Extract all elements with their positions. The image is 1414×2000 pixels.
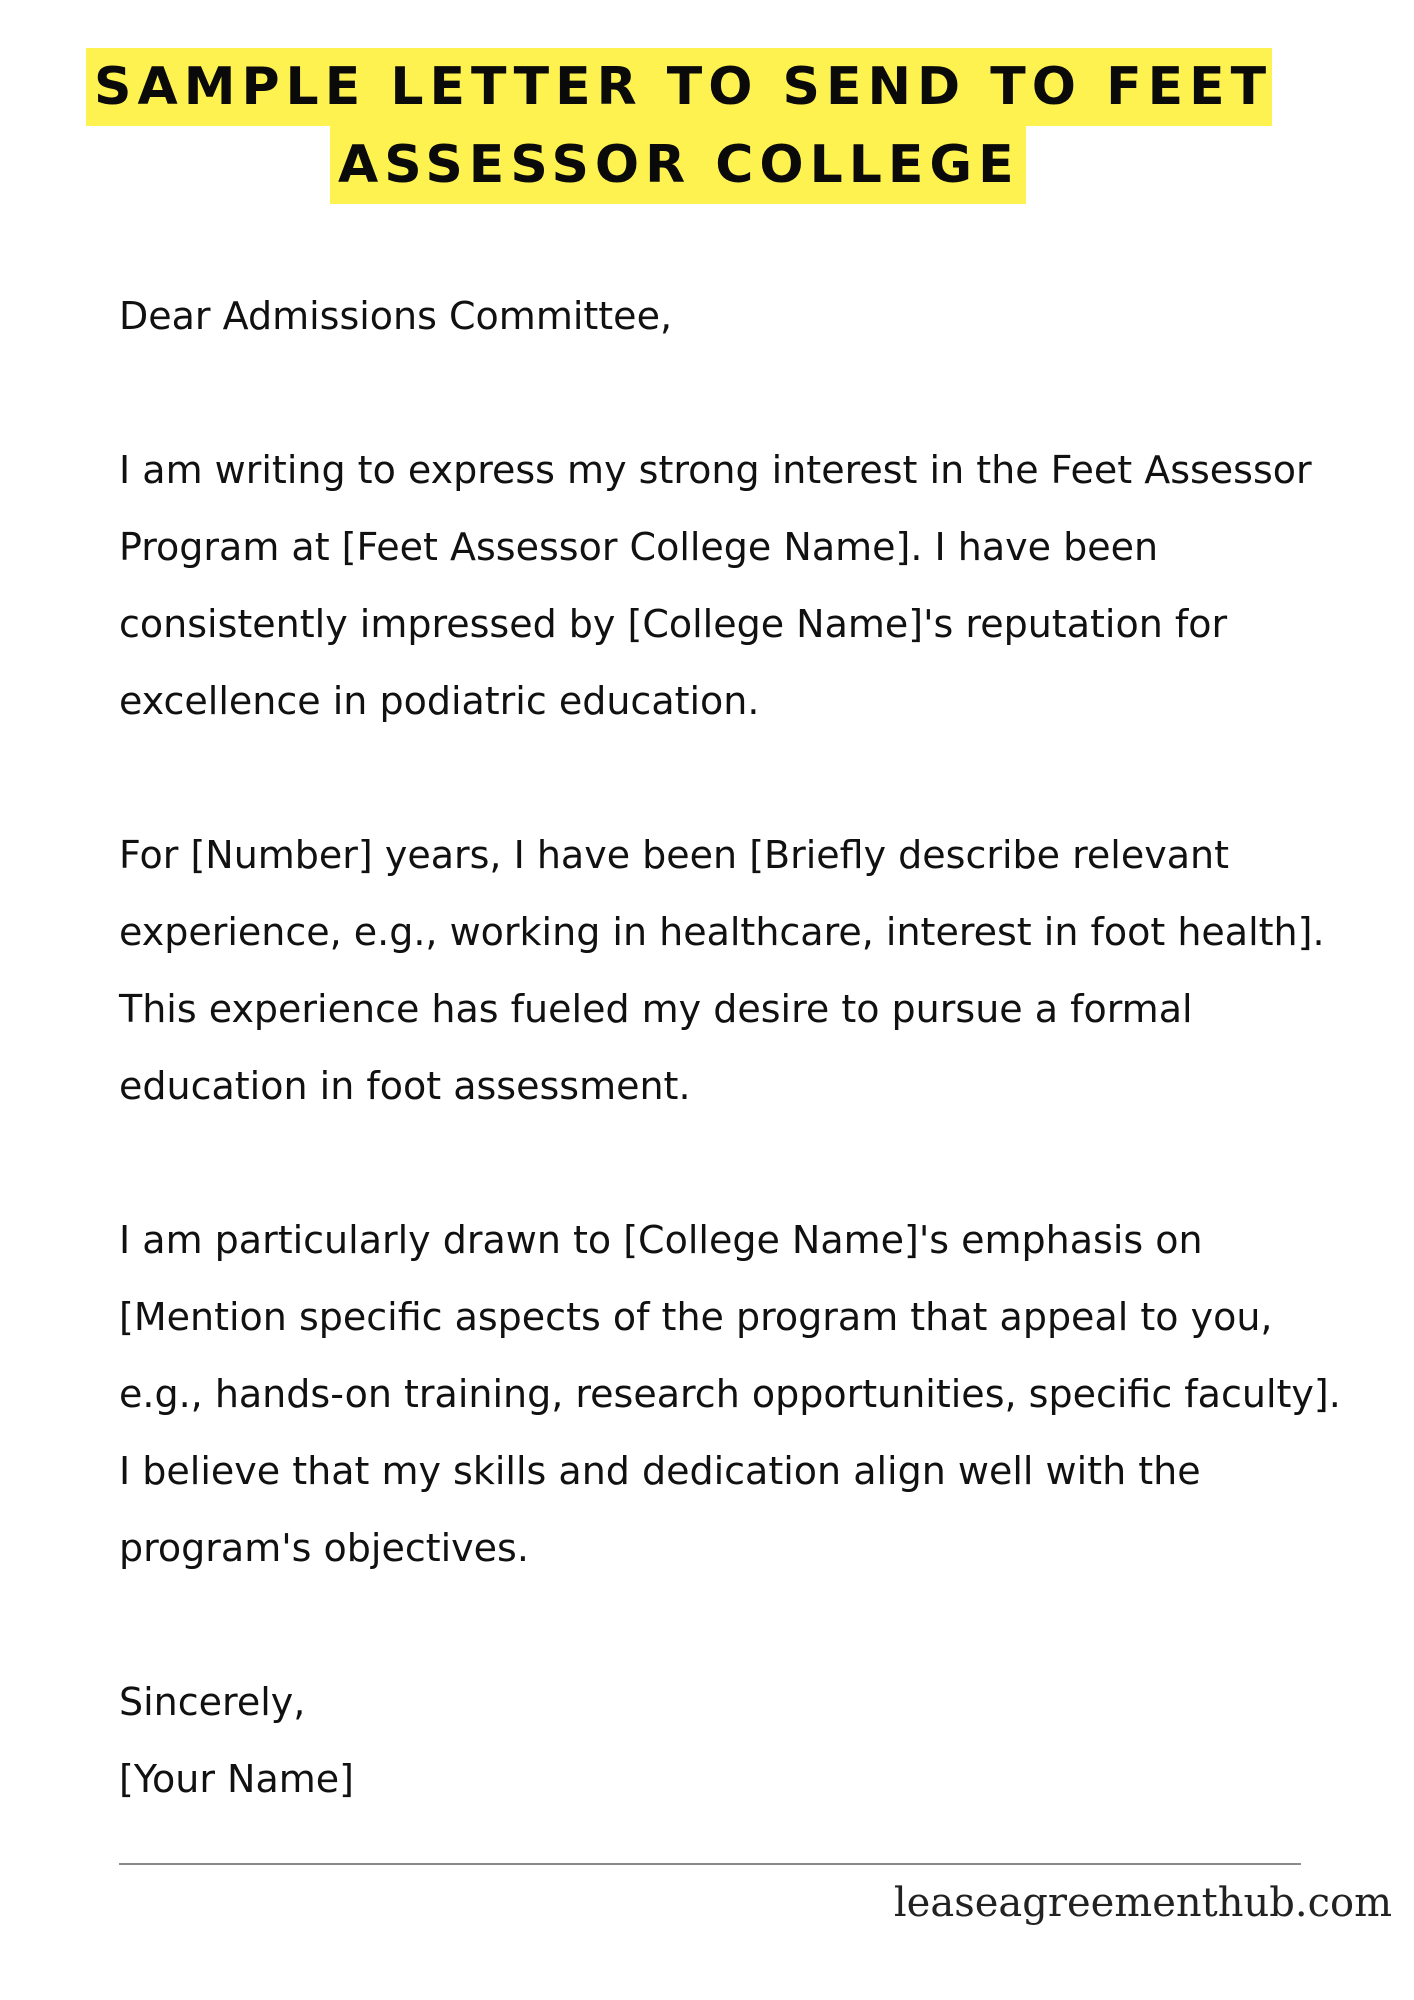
- signature-block: [119, 1664, 1349, 1818]
- closing: Sincerely,: [119, 1680, 306, 1724]
- paragraph-2: For [Number] years, I have been [Briefly describe relevant experience, e.g., working in healthcare, interest in foot health]. This experience has fueled my desire to pursue a formal education in foot assessment.: [119, 833, 1325, 1108]
- footer-divider: [119, 1863, 1301, 1865]
- paragraph-1: I am writing to express my strong interest in the Feet Assessor Program at [Feet Assessor College Name]. I have been consistently impressed by [College Name]'s reputation for excellence in podiatric education.: [119, 448, 1312, 723]
- footer-website: leaseagreementhub.com: [893, 1880, 1392, 1926]
- paragraph-3: I am particularly drawn to [College Name]'s emphasis on [Mention specific aspects of the program that appeal to you, e.g., hands-on training, research opportunities, specific faculty]. I believe that my skills and dedication align well with the program's objectives.: [119, 1218, 1341, 1570]
- title-line-1: SAMPLE LETTER TO SEND TO FEET: [86, 48, 1272, 126]
- signature-name: [Your Name]: [119, 1757, 354, 1801]
- salutation: Dear Admissions Committee,: [119, 294, 673, 338]
- letter-body: [119, 278, 1349, 1818]
- title-line-2: ASSESSOR COLLEGE: [330, 126, 1026, 204]
